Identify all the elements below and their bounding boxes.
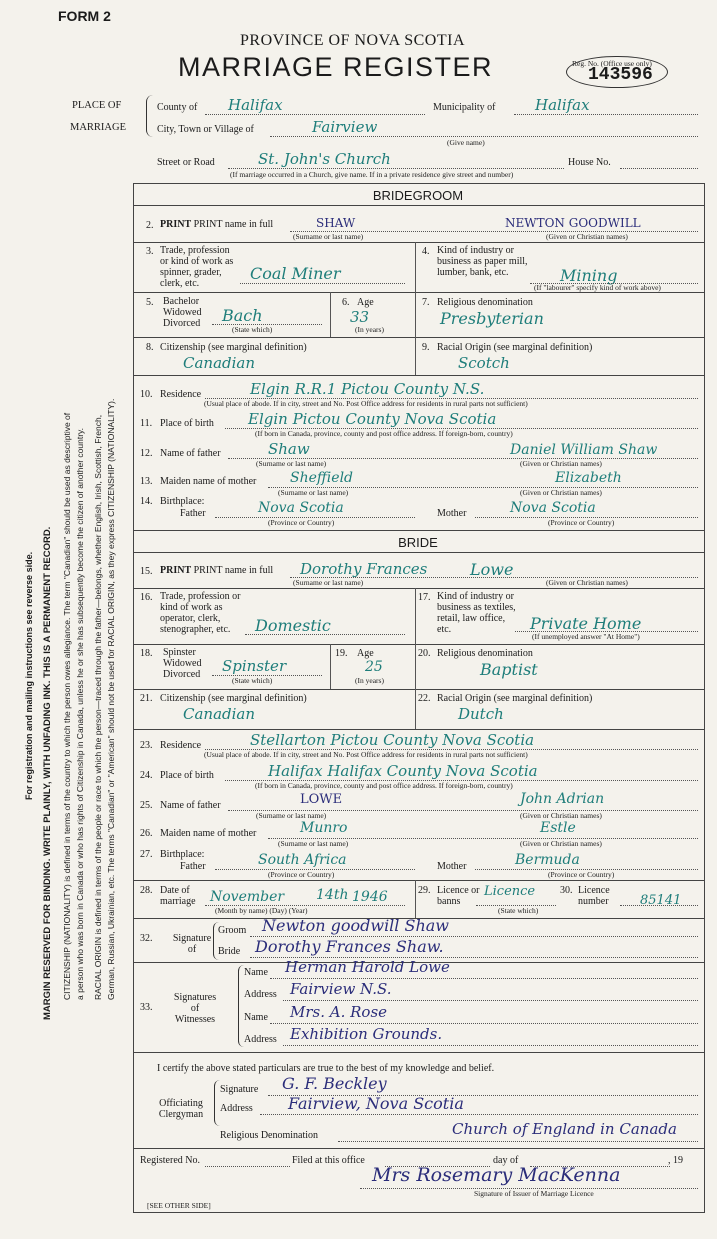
bride-mother-given: Estle: [540, 820, 576, 836]
groom-racial-label: Racial Origin (see marginal definition): [437, 342, 593, 353]
groom-mother-label: Maiden name of mother: [160, 476, 257, 487]
groom-age-label: Age: [357, 297, 374, 308]
form-number: FORM 2: [58, 8, 111, 24]
bride-mother-surname-note: (Surname or last name): [278, 839, 349, 848]
bride-industry-label: Kind of industry or business as textiles, retail, law office, etc.: [437, 591, 516, 635]
groom-birthplace-label: Place of birth: [160, 418, 214, 429]
groom-father-given: Daniel William Shaw: [510, 442, 658, 458]
bride-mother-surname: Munro: [300, 820, 348, 836]
bridegroom-heading: BRIDEGROOM: [372, 188, 464, 203]
bride-status-note: (State which): [232, 676, 273, 685]
groom-industry: Mining: [560, 266, 618, 285]
groom-status-label: Bachelor Widowed Divorced: [163, 296, 202, 329]
bride-birthplace-note: (If born in Canada, province, county and post office address. If foreign-born, country): [255, 781, 513, 790]
marriage-day: 14th: [316, 887, 349, 903]
groom-mother-surname-note: (Surname or last name): [278, 488, 349, 497]
bride-age-label: Age: [357, 648, 374, 659]
bride-trade-label: Trade, profession or kind of work as operator, clerk, stenographer, etc.: [160, 591, 241, 635]
groom-citizenship: Canadian: [183, 354, 256, 372]
margin-line-3: CITIZENSHIP (NATIONALITY) is defined in terms of the country to which the person owes allegiance. The term "Canadian" should be used as descriptive of: [62, 412, 72, 1000]
groom-residence-label: Residence: [160, 389, 202, 400]
bride-father-birthplace: South Africa: [258, 852, 347, 868]
bride-racial: Dutch: [458, 705, 504, 723]
county-value: Halifax: [228, 96, 283, 114]
margin-line-2: MARGIN RESERVED FOR BINDING. WRITE PLAINLY, WITH UNFADING INK. THIS IS A PERMANENT RECORD.: [42, 526, 53, 1020]
bride-citizenship: Canadian: [183, 705, 256, 723]
groom-father-label: Name of father: [160, 448, 221, 459]
margin-line-6: German, Russian, Ukrainian, etc. The terms "Canadian" or "American" should not be used for RACIAL ORIGIN, as they express CITIZENSHIP (NATIONALITY).: [106, 398, 116, 1000]
city-label: City, Town or Village of: [157, 124, 254, 135]
bride-print-label: PRINT PRINT name in full: [160, 565, 274, 576]
reg-number: 143596: [588, 65, 653, 85]
witness2-address-label: Address: [244, 1034, 277, 1045]
issuer-label: Signature of Issuer of Marriage Licence: [474, 1189, 594, 1198]
bride-status-label: Spinster Widowed Divorced: [163, 647, 202, 680]
groom-mother-surname: Sheffield: [290, 470, 354, 486]
groom-given: NEWTON GOODWILL: [505, 216, 641, 230]
clergy-denomination: Church of England in Canada: [452, 1120, 677, 1138]
page-title: MARRIAGE REGISTER: [178, 52, 494, 82]
officiating-label: Officiating Clergyman: [158, 1098, 204, 1120]
witness2-name-label: Name: [244, 1012, 268, 1023]
marriage-month: November: [210, 889, 285, 905]
groom-trade-label: Trade, profession or kind of work as spinner, grader, clerk, etc.: [160, 245, 234, 289]
groom-status: Bach: [222, 306, 263, 325]
bride-given-first: Dorothy Frances: [300, 560, 428, 578]
groom-industry-label: Kind of industry or business as paper mill, lumber, bank, etc.: [437, 245, 528, 278]
groom-surname-note: (Surname or last name): [293, 232, 364, 241]
bride-father-word: Father: [180, 861, 206, 872]
bride-mother-province-note: (Province or Country): [548, 870, 615, 879]
clergy-signature: G. F. Beckley: [282, 1074, 387, 1093]
bride-father-surname-note: (Surname or last name): [256, 811, 327, 820]
bride-mother-given-note: (Given or Christian names): [520, 839, 602, 848]
groom-father-given-note: (Given or Christian names): [520, 459, 602, 468]
bride-sig-label: Bride: [218, 946, 241, 957]
margin-line-1: For registration and mailing instructions see reverse side.: [24, 551, 34, 800]
witness1-name-label: Name: [244, 967, 268, 978]
groom-father-birthplace: Nova Scotia: [258, 500, 344, 516]
certify-text: I certify the above stated particulars are true to the best of my knowledge and belief.: [157, 1063, 495, 1074]
street-value: St. John's Church: [258, 150, 391, 168]
clergy-address-label: Address: [220, 1103, 253, 1114]
place-label-1: PLACE OF: [72, 100, 122, 111]
groom-racial: Scotch: [458, 354, 510, 372]
house-no-label: House No.: [568, 157, 611, 168]
marriage-year: 1946: [352, 889, 388, 905]
bride-religion-label: Religious denomination: [437, 648, 533, 659]
clergy-address: Fairview, Nova Scotia: [288, 1094, 464, 1113]
groom-industry-note: (If "labourer" specify kind of work above): [534, 283, 661, 292]
bride-residence: Stellarton Pictou County Nova Scotia: [250, 731, 535, 749]
groom-mother-given: Elizabeth: [555, 470, 622, 486]
province-heading: PROVINCE OF NOVA SCOTIA: [240, 32, 466, 49]
margin-line-5: RACIAL ORIGIN is defined in terms of the people or race to which the person—traced through the father—belongs, whether English, Irish, Scottish, French,: [93, 414, 103, 1000]
bride-trade: Domestic: [255, 616, 331, 635]
bride-father-label: Name of father: [160, 800, 221, 811]
year-prefix: , 19: [668, 1155, 683, 1166]
filed-label: Filed at this office: [292, 1155, 365, 1166]
groom-birthplace-parents-label: Birthplace:: [160, 496, 205, 507]
groom-religion-label: Religious denomination: [437, 297, 533, 308]
groom-residence-note: (Usual place of abode. If in city, street and No. Post Office address for residents in rural parts not sufficient): [204, 399, 528, 408]
witness2-address: Exhibition Grounds.: [290, 1025, 443, 1043]
city-value: Fairview: [312, 118, 378, 136]
street-note: (If marriage occurred in a Church, give name. If in a private residence give street and number): [230, 170, 514, 179]
groom-father-surname-note: (Surname or last name): [256, 459, 327, 468]
licence-no-label: Licence number: [578, 885, 610, 907]
margin-line-4: a person who was born in Canada or who has rights of Citizenship in Canada, unless he or she has subsequently become the citizen of another country.: [75, 427, 85, 1000]
bride-given-note: (Given or Christian names): [546, 578, 628, 587]
groom-mother-word: Mother: [437, 508, 467, 519]
bride-age-note: (In years): [355, 676, 384, 685]
groom-mother-given-note: (Given or Christian names): [520, 488, 602, 497]
date-label: Date of marriage: [160, 885, 196, 907]
bride-residence-note: (Usual place of abode. If in city, street and No. Post Office address for residents in rural parts not sufficient): [204, 750, 528, 759]
bride-residence-label: Residence: [160, 740, 202, 751]
date-note: (Month by name) (Day) (Year): [215, 906, 308, 915]
witness1-address: Fairview N.S.: [290, 980, 392, 998]
reg-number-label: Reg. No. (Office use only): [572, 59, 652, 68]
municipality-label: Municipality of: [433, 102, 496, 113]
licence-label: Licence or banns: [437, 885, 480, 907]
groom-surname: SHAW: [316, 216, 356, 230]
bride-surname: Lowe: [470, 560, 514, 579]
clergy-signature-label: Signature: [220, 1084, 259, 1095]
bride-mother-label: Maiden name of mother: [160, 828, 257, 839]
bride-birthplace: Halifax Halifax County Nova Scotia: [268, 762, 538, 780]
bride-status: Spinster: [222, 657, 287, 675]
witness2-name: Mrs. A. Rose: [290, 1003, 388, 1021]
bride-mother-birthplace: Bermuda: [515, 852, 580, 868]
groom-birthplace-note: (If born in Canada, province, county and post office address. If foreign-born, country): [255, 429, 513, 438]
bride-religion: Baptist: [480, 660, 538, 679]
groom-given-note: (Given or Christian names): [546, 232, 628, 241]
bride-father-given-note: (Given or Christian names): [520, 811, 602, 820]
groom-print-label: PRINT PRINT name in full: [160, 219, 274, 230]
groom-sig-label: Groom: [218, 925, 247, 936]
place-brace: [146, 95, 153, 137]
groom-trade: Coal Miner: [250, 264, 341, 283]
groom-mother-province-note: (Province or Country): [548, 518, 615, 527]
bride-father-surname: LOWE: [300, 792, 343, 807]
bride-signature: Dorothy Frances Shaw.: [255, 937, 444, 956]
groom-status-note: (State which): [232, 325, 273, 334]
witnesses-label: Signatures of Witnesses: [173, 992, 217, 1025]
street-label: Street or Road: [157, 157, 215, 168]
licence-note: (State which): [498, 906, 539, 915]
groom-father-word: Father: [180, 508, 206, 519]
issuer-signature: Mrs Rosemary MacKenna: [372, 1164, 621, 1186]
bride-industry-note: (If unemployed answer "At Home"): [532, 632, 640, 641]
licence-number: 85141: [640, 893, 682, 908]
bride-industry: Private Home: [530, 614, 642, 633]
groom-religion: Presbyterian: [440, 309, 544, 328]
registered-label: Registered No.: [140, 1155, 200, 1166]
bride-birthplace-parents-label: Birthplace:: [160, 849, 205, 860]
bride-age: 25: [365, 659, 383, 675]
bride-citizenship-label: Citizenship (see marginal definition): [160, 693, 307, 704]
bride-surname-note: (Surname or last name): [293, 578, 364, 587]
groom-father-province-note: (Province or Country): [268, 518, 335, 527]
groom-signature: Newton goodwill Shaw: [262, 916, 449, 935]
give-name-note: (Give name): [447, 138, 485, 147]
bride-birthplace-label: Place of birth: [160, 770, 214, 781]
bride-mother-word: Mother: [437, 861, 467, 872]
county-label: County of: [157, 102, 198, 113]
groom-father-surname: Shaw: [268, 440, 310, 458]
bride-racial-label: Racial Origin (see marginal definition): [437, 693, 593, 704]
municipality-value: Halifax: [535, 96, 590, 114]
groom-birthplace: Elgin Pictou County Nova Scotia: [248, 410, 497, 428]
witness1-name: Herman Harold Lowe: [285, 958, 450, 976]
day-of-label: day of: [493, 1155, 519, 1166]
groom-mother-birthplace: Nova Scotia: [510, 500, 596, 516]
licence-type: Licence: [484, 884, 536, 899]
bride-father-given: John Adrian: [520, 791, 605, 807]
groom-age: 33: [350, 308, 370, 326]
groom-citizenship-label: Citizenship (see marginal definition): [160, 342, 307, 353]
see-other-side: [SEE OTHER SIDE]: [147, 1201, 211, 1210]
bride-father-province-note: (Province or Country): [268, 870, 335, 879]
witness1-address-label: Address: [244, 989, 277, 1000]
clergy-denomination-label: Religious Denomination: [220, 1130, 319, 1141]
signature-of-label: Signature of: [172, 933, 212, 955]
place-label-2: MARRIAGE: [70, 122, 127, 133]
bride-heading: BRIDE: [398, 535, 438, 550]
groom-age-note: (In years): [355, 325, 384, 334]
groom-residence: Elgin R.R.1 Pictou County N.S.: [250, 380, 485, 398]
